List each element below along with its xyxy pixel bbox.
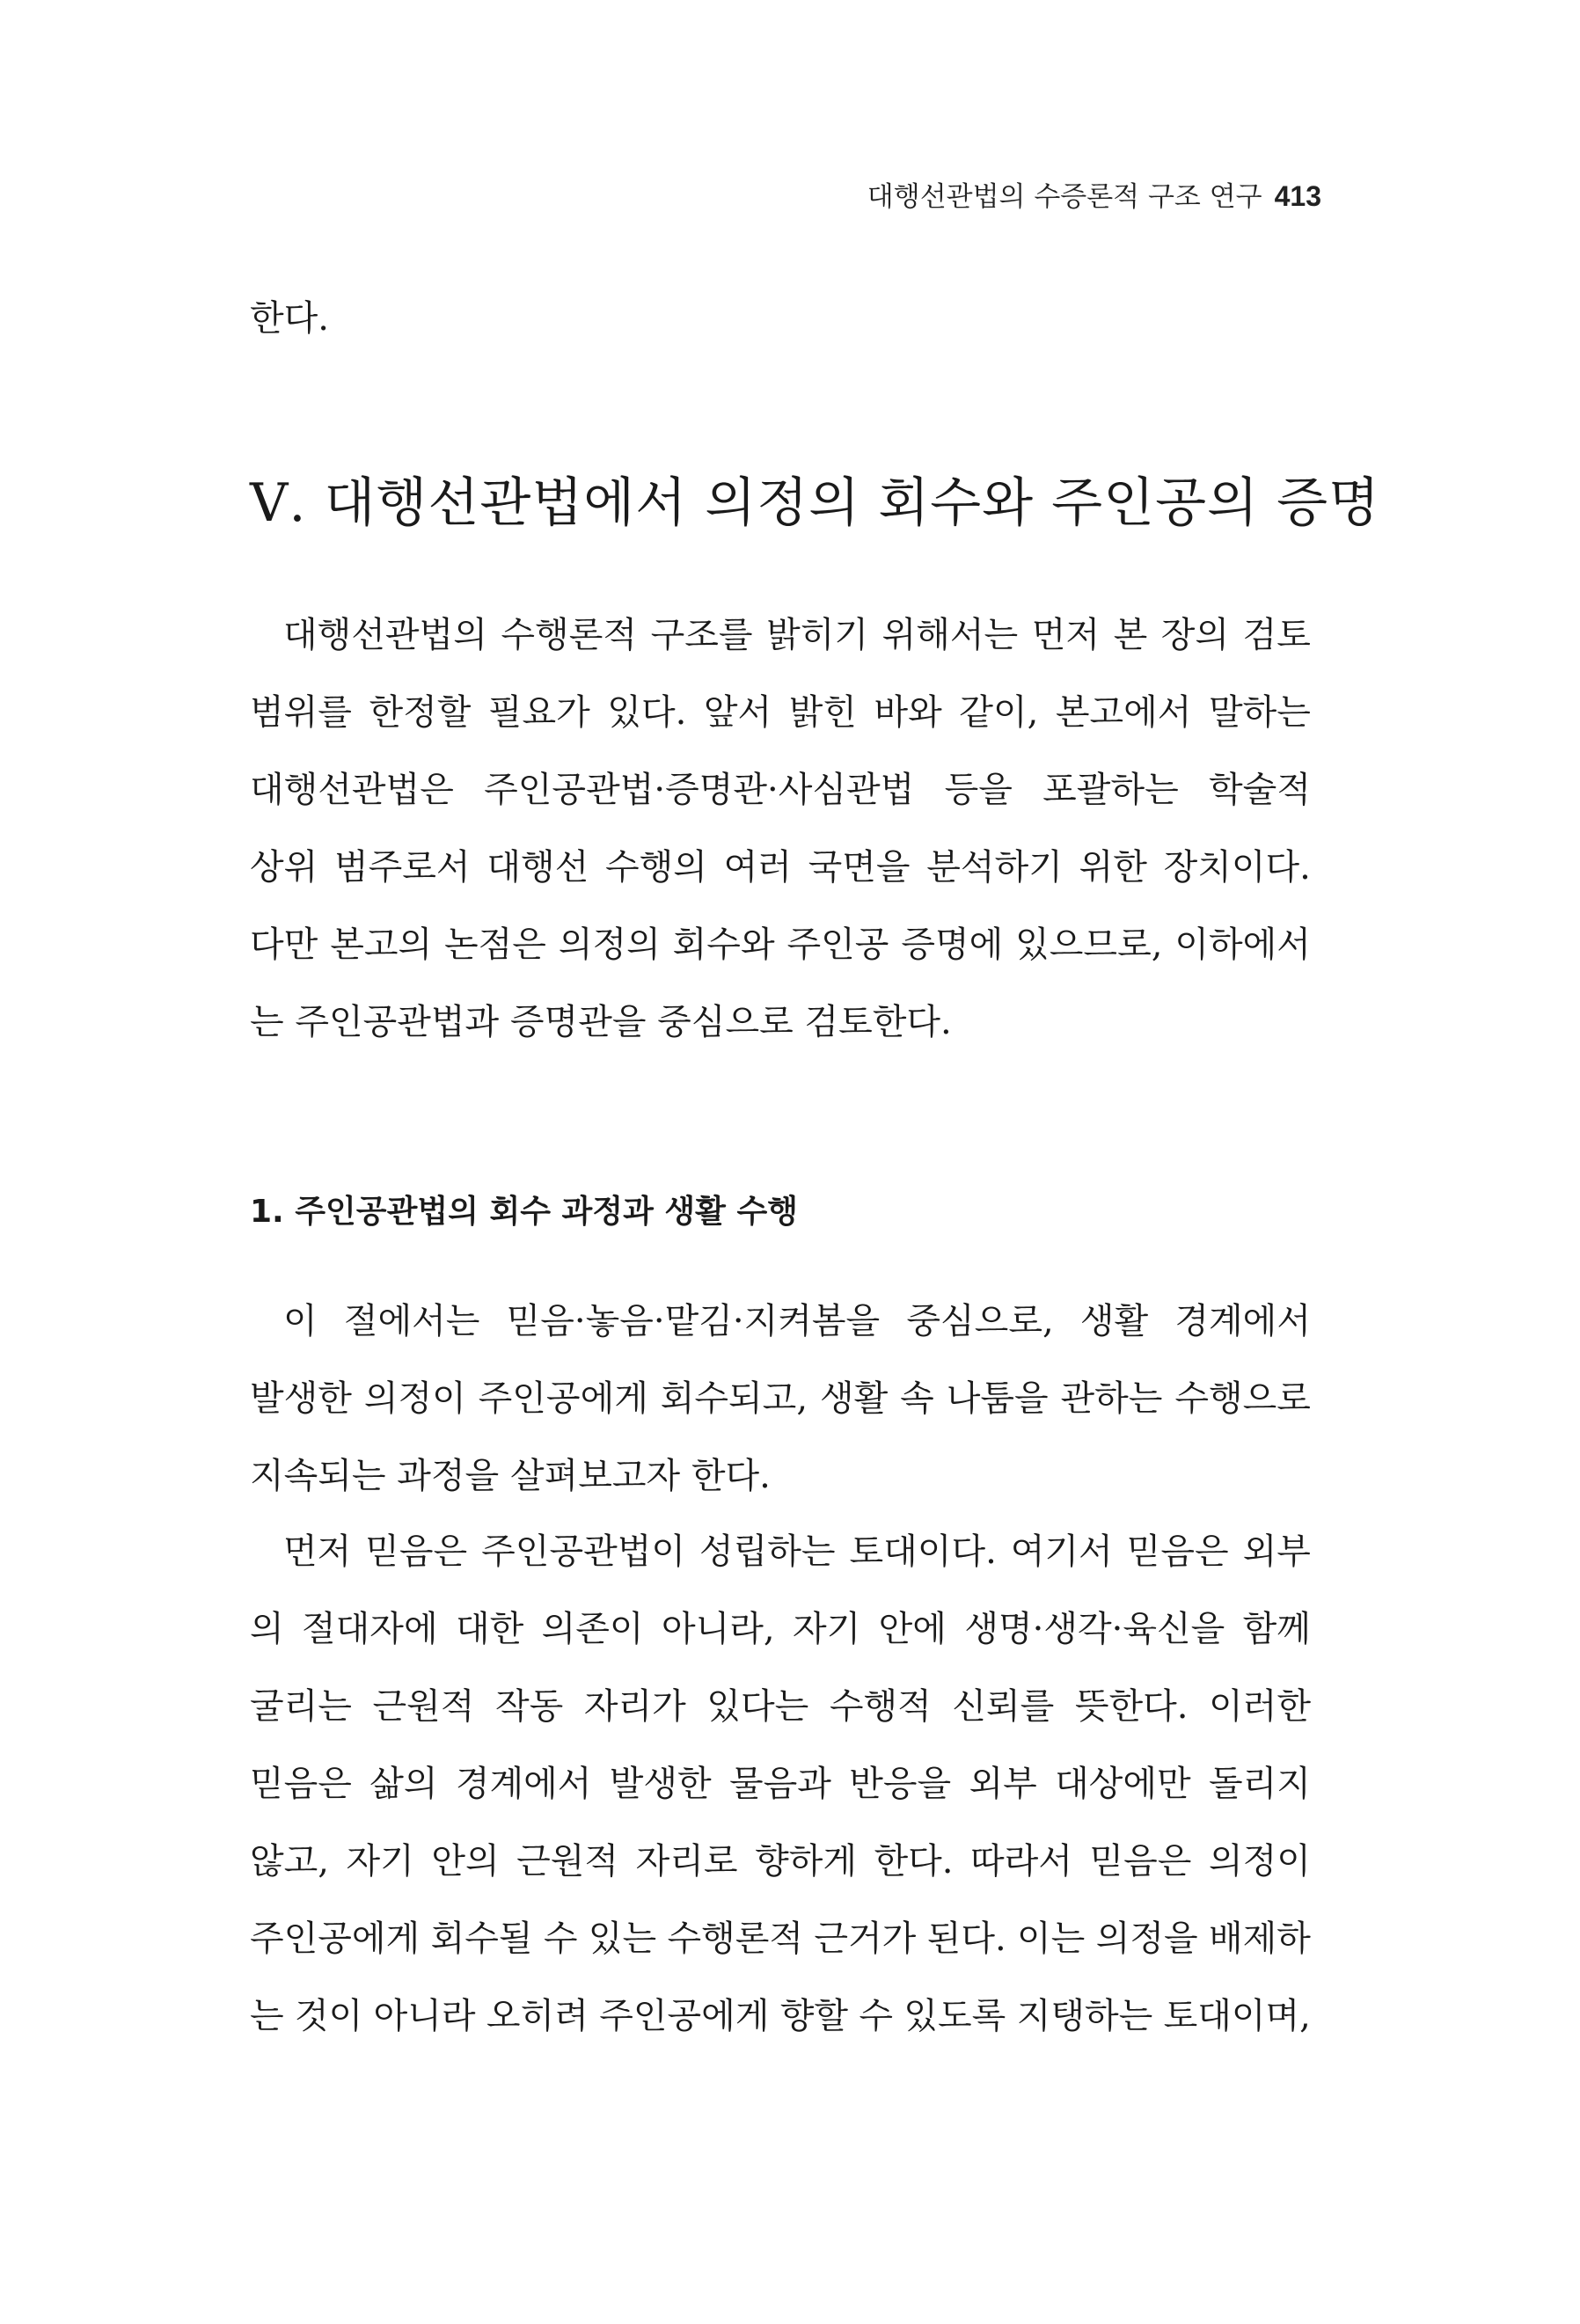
- section-paragraph-2: [250, 1513, 1311, 2055]
- paragraph-line: 상위 범주로서 대행선 수행의 여러 국면을 분석하기 위한 장치이다.: [250, 847, 1311, 888]
- paragraph-line: 않고, 자기 안의 근원적 자리로 향하게 한다. 따라서 믿음은 의정이: [250, 1841, 1311, 1882]
- paragraph-line: 굴리는 근원적 작동 자리가 있다는 수행적 신뢰를 뜻한다. 이러한: [250, 1686, 1311, 1727]
- paragraph-line: 는 주인공관법과 증명관을 중심으로 검토한다.: [250, 1002, 952, 1042]
- paragraph-line: 다만 본고의 논점은 의정의 회수와 주인공 증명에 있으므로, 이하에서: [250, 924, 1311, 965]
- carryover-text: 한다.: [250, 298, 329, 339]
- running-header-title: 대행선관법의 수증론적 구조 연구: [867, 181, 1262, 213]
- paragraph-line: 주인공에게 회수될 수 있는 수행론적 근거가 된다. 이는 의정을 배제하: [250, 1918, 1311, 1959]
- page-number: 413: [1274, 180, 1321, 212]
- paragraph-line: 이 절에서는 믿음·놓음·맡김·지켜봄을 중심으로, 생활 경계에서: [283, 1301, 1311, 1341]
- paragraph-line: 범위를 한정할 필요가 있다. 앞서 밝힌 바와 같이, 본고에서 말하는: [250, 692, 1311, 733]
- intro-paragraph: [250, 596, 1311, 1061]
- paragraph-line: 대행선관법의 수행론적 구조를 밝히기 위해서는 먼저 본 장의 검토: [283, 615, 1311, 655]
- section-heading: 1. 주인공관법의 회수 과정과 생활 수행: [250, 1194, 799, 1230]
- running-header: [867, 174, 1321, 214]
- chapter-title: Ⅴ. 대행선관법에서 의정의 회수와 주인공의 증명: [250, 472, 1381, 534]
- section-paragraph-1: [250, 1283, 1311, 1515]
- paragraph-line: 지속되는 과정을 살펴보고자 한다.: [250, 1456, 771, 1496]
- paragraph-line: 의 절대자에 대한 의존이 아니라, 자기 안에 생명·생각·육신을 함께: [250, 1609, 1311, 1649]
- paragraph-line: 는 것이 아니라 오히려 주인공에게 향할 수 있도록 지탱하는 토대이며,: [250, 1996, 1311, 2036]
- paragraph-line: 대행선관법은 주인공관법·증명관·사심관법 등을 포괄하는 학술적: [250, 770, 1311, 810]
- paragraph-line: 믿음은 삶의 경계에서 발생한 물음과 반응을 외부 대상에만 돌리지: [250, 1764, 1311, 1804]
- paragraph-line: 먼저 믿음은 주인공관법이 성립하는 토대이다. 여기서 믿음은 외부: [283, 1531, 1311, 1572]
- paragraph-line: 발생한 의정이 주인공에게 회수되고, 생활 속 나툼을 관하는 수행으로: [250, 1378, 1311, 1419]
